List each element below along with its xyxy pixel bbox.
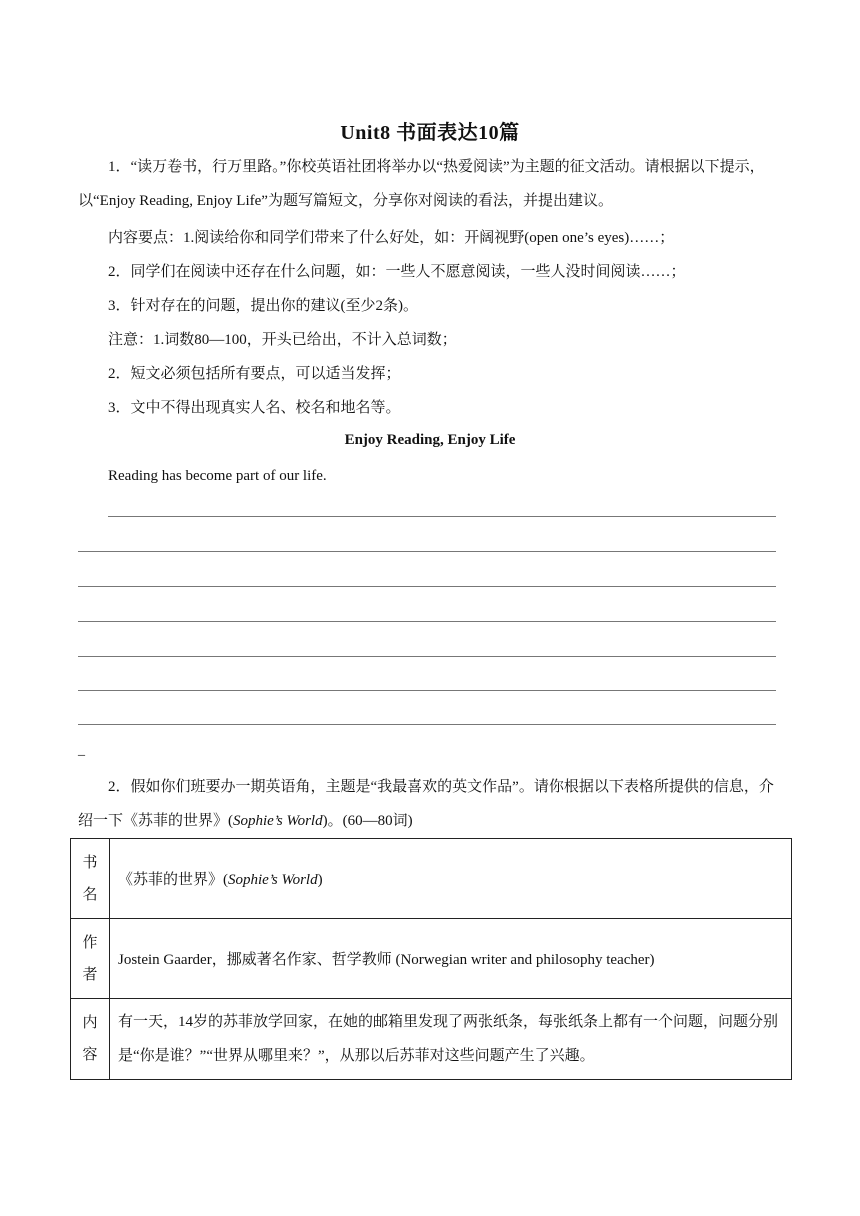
content-point-3: 3．针对存在的问题，提出你的建议(至少2条)。 [108,298,418,314]
document-title: Unit8 书面表达10篇 [340,122,520,144]
answer-line [78,586,776,587]
book-info-table [70,838,792,1080]
label-char: 内 [82,1015,98,1031]
table-row [71,999,792,1080]
note-3: 3．文中不得出现真实人名、校名和地名等。 [108,400,401,416]
answer-line [78,724,776,725]
author-value: Jostein Gaarder，挪威著名作家、哲学教师 (Norwegian writer and philosophy teacher) [110,919,792,999]
value-text: 《苏菲的世界》( [118,872,228,888]
label-char: 书 [82,854,98,871]
content-point-1: 内容要点：1.阅读给你和同学们带来了什么好处，如：开阔视野(open one’s eyes)……； [108,230,675,246]
question-2-book-title: Sophie’s World [233,813,323,829]
answer-line [78,656,776,657]
question-2-prompt [78,770,784,838]
question-2-prompt-text: 2．假如你们班要办一期英语角，主题是“我最喜欢的英文作品”。请你根据以下表格所提供的信息，介绍一下《苏菲的世界》( [78,779,774,829]
value-text: ) [317,872,323,888]
label-char: 容 [82,1047,98,1063]
trailing-underscore: _ [78,743,85,758]
table-row [71,839,792,919]
label-char: 名 [82,886,98,903]
value-italic-title: Sophie’s World [228,872,318,888]
row-label-book-name [71,839,110,919]
label-char: 者 [82,966,98,983]
label-char: 作 [82,934,98,951]
question-2-prompt-end: )。(60—80词) [322,813,413,829]
book-name-value [110,839,792,919]
essay-opening-sentence: Reading has become part of our life. [108,468,327,484]
answer-line [108,516,776,517]
row-label-author [71,919,110,999]
note-1: 注意：1.词数80—100，开头已给出，不计入总词数； [108,332,457,348]
table-row [71,919,792,999]
note-2: 2．短文必须包括所有要点，可以适当发挥； [108,366,401,382]
answer-line [78,690,776,691]
essay-title: Enjoy Reading, Enjoy Life [344,432,516,448]
content-point-2: 2．同学们在阅读中还存在什么问题，如：一些人不愿意阅读，一些人没时间阅读……； [108,264,686,280]
answer-line [78,621,776,622]
content-value: 有一天，14岁的苏菲放学回家，在她的邮箱里发现了两张纸条，每张纸条上都有一个问题，问题分别是“你是谁？”“世界从哪里来？”，从那以后苏菲对这些问题产生了兴趣。 [110,999,792,1080]
row-label-content [71,999,110,1080]
question-1-prompt: 1．“读万卷书，行万里路。”你校英语社团将举办以“热爱阅读”为主题的征文活动。请根据以下提示，以“Enjoy Reading, Enjoy Life”为题写篇短文，分享你对阅读的看法，并提出建议。 [78,159,765,209]
answer-line [78,551,776,552]
